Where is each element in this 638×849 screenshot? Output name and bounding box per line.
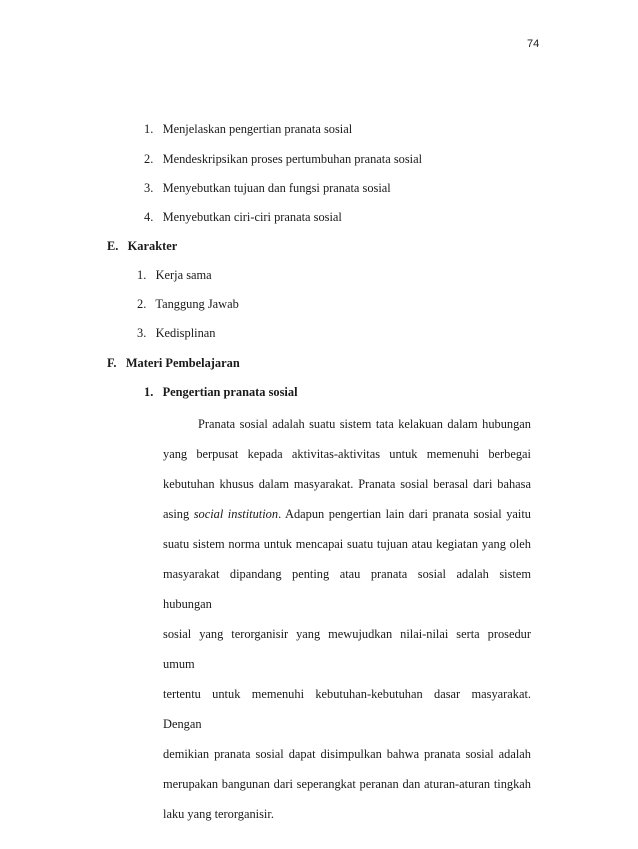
section-heading-materi: [107, 356, 240, 371]
line-text: . Adapun pengertian lain dari pranata sosial yaitu: [278, 507, 531, 521]
list-item-text: Menyebutkan ciri-ciri pranata sosial: [162, 210, 342, 224]
paragraph-line: merupakan bangunan dari seperangkat peranan dan aturan-aturan tingkah: [163, 777, 531, 791]
paragraph-line: demikian pranata sosial dapat disimpulkan bahwa pranata sosial adalah: [163, 747, 531, 761]
list-item-text: Kerja sama: [155, 268, 212, 282]
list-item-number: 2.: [137, 297, 147, 311]
paragraph-line: masyarakat dipandang penting atau pranata sosial adalah sistem hubungan: [163, 567, 531, 611]
paragraph-line: suatu sistem norma untuk mencapai suatu tujuan atau kegiatan yang oleh: [163, 537, 531, 551]
paragraph-line: kebutuhan khusus dalam masyarakat. Pranata sosial berasal dari bahasa: [163, 477, 531, 491]
list-item-number: 1.: [137, 268, 147, 282]
italic-term: social institution: [193, 507, 279, 521]
section-title: Materi Pembelajaran: [125, 356, 240, 370]
list-item-number: 3.: [137, 326, 147, 340]
subsection-heading: [144, 385, 298, 400]
list-item-text: Kedisplinan: [155, 326, 216, 340]
list-item: [144, 152, 422, 167]
list-item: [137, 268, 212, 283]
list-item: [137, 326, 215, 341]
section-letter: F.: [107, 356, 117, 370]
list-item-text: Menjelaskan pengertian pranata sosial: [162, 122, 353, 136]
paragraph-line: laku yang terorganisir.: [163, 807, 274, 821]
body-paragraph: [163, 409, 531, 829]
list-item-number: 3.: [144, 181, 154, 195]
list-item-text: Tanggung Jawab: [155, 297, 239, 311]
paragraph-line: Pranata sosial adalah suatu sistem tata kelakuan dalam hubungan: [198, 417, 531, 431]
list-item-text: Mendeskripsikan proses pertumbuhan pranata sosial: [162, 152, 423, 166]
section-title: Karakter: [127, 239, 178, 253]
list-item: [137, 297, 239, 312]
list-item: [144, 210, 342, 225]
list-item-number: 2.: [144, 152, 154, 166]
paragraph-line: [163, 499, 531, 529]
list-item-number: 1.: [144, 122, 154, 136]
paragraph-line: sosial yang terorganisir yang mewujudkan nilai-nilai serta prosedur umum: [163, 627, 531, 671]
section-letter: E.: [107, 239, 119, 253]
section-heading-karakter: [107, 239, 177, 254]
subsection-number: 1.: [144, 385, 154, 399]
list-item-text: Menyebutkan tujuan dan fungsi pranata sosial: [162, 181, 391, 195]
list-item: [144, 122, 352, 137]
subsection-title: Pengertian pranata sosial: [162, 385, 298, 399]
list-item-number: 4.: [144, 210, 154, 224]
paragraph-line: yang berpusat kepada aktivitas-aktivitas untuk memenuhi berbegai: [163, 447, 531, 461]
page-number: 74: [527, 38, 540, 50]
list-item: [144, 181, 391, 196]
paragraph-line: tertentu untuk memenuhi kebutuhan-kebutuhan dasar masyarakat. Dengan: [163, 687, 531, 731]
line-text: asing: [163, 507, 190, 521]
